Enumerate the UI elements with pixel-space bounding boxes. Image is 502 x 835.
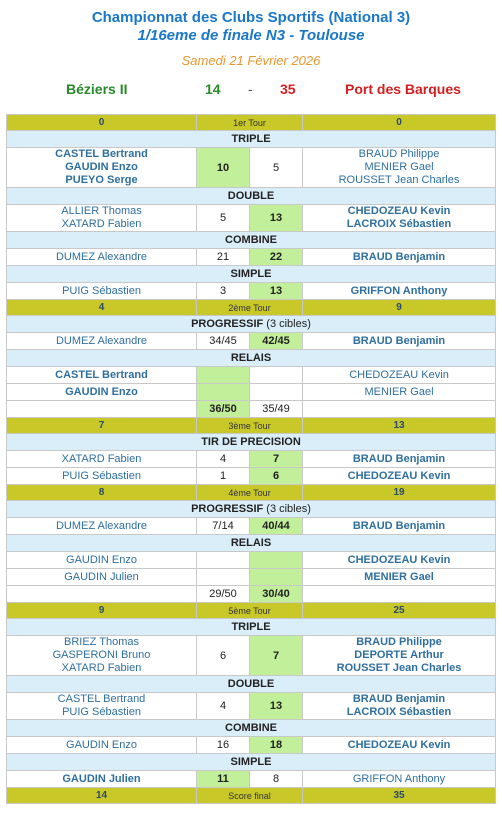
championship-title: Championnat des Clubs Sportifs (National 3): [91, 9, 411, 26]
match-row: [7, 518, 496, 535]
team-player-cell: [303, 586, 496, 603]
away-team: Port des Barques: [345, 81, 461, 97]
match-row: [7, 737, 496, 754]
event-detail: (3 cibles): [263, 318, 311, 330]
team-player-cell: [7, 771, 197, 788]
event-name: [7, 434, 496, 451]
player-name: CASTEL Bertrand: [55, 368, 148, 381]
player-name: LACROIX Sébastien: [346, 706, 452, 718]
home-score-cell: 1: [197, 468, 250, 485]
event-header-row: [7, 266, 496, 283]
score-separator: -: [248, 81, 253, 97]
event-label: COMBINE: [225, 722, 277, 734]
away-score-cell: 40/44: [250, 518, 303, 535]
home-score-cell: 4: [197, 693, 250, 720]
player-name: GASPERONI Bruno: [52, 649, 151, 661]
home-score-cell: 16: [197, 737, 250, 754]
event-name: [7, 754, 496, 771]
team-player-cell: [303, 249, 496, 266]
home-score-cell: 36/50: [197, 401, 250, 418]
team-player-cell: [7, 249, 197, 266]
event-header-row: [7, 501, 496, 518]
team-player-cell: [7, 205, 197, 232]
team-player-cell: [303, 283, 496, 300]
away-score-cell: 7: [250, 451, 303, 468]
event-header-row: [7, 232, 496, 249]
round-label: 3ème Tour: [197, 418, 303, 434]
match-row: [7, 249, 496, 266]
match-row: [7, 569, 496, 586]
team-player-cell: [303, 384, 496, 401]
team-player-cell: [7, 367, 197, 384]
away-score-cell: 30/40: [250, 586, 303, 603]
event-name: [7, 316, 496, 333]
player-name: GRIFFON Anthony: [352, 772, 446, 785]
match-row: [7, 205, 496, 232]
away-round-score: 35: [303, 788, 496, 804]
player-name: BRAUD Benjamin: [352, 519, 446, 532]
event-label: COMBINE: [225, 234, 277, 246]
player-name: CASTEL Bertrand: [57, 693, 146, 705]
team-player-cell: [7, 693, 197, 720]
match-row: [7, 586, 496, 603]
home-score-cell: 11: [197, 771, 250, 788]
team-player-cell: [303, 693, 496, 720]
event-label: RELAIS: [230, 352, 272, 364]
home-score-cell: 34/45: [197, 333, 250, 350]
event-header-row: [7, 188, 496, 205]
team-player-cell: [7, 552, 197, 569]
player-name: GAUDIN Enzo: [65, 161, 138, 173]
player-name: PUEYO Serge: [65, 174, 138, 186]
home-round-score: 8: [7, 485, 197, 501]
team-player-cell: [303, 737, 496, 754]
team-player-cell: [303, 518, 496, 535]
player-name: GAUDIN Enzo: [65, 385, 138, 398]
event-label: RELAIS: [230, 537, 272, 549]
player-name: GAUDIN Enzo: [66, 553, 137, 566]
round-label: 1er Tour: [197, 115, 303, 131]
event-label: SIMPLE: [230, 756, 272, 768]
event-name: [7, 266, 496, 283]
event-header-row: [7, 754, 496, 771]
home-round-score: 4: [7, 300, 197, 316]
player-name: GRIFFON Anthony: [350, 284, 448, 297]
player-name: BRAUD Philippe: [358, 148, 440, 160]
event-label: TRIPLE: [231, 621, 271, 633]
home-round-score: 7: [7, 418, 197, 434]
home-score-cell: 21: [197, 249, 250, 266]
round-score-row: [7, 418, 496, 434]
player-name: CHEDOZEAU Kevin: [347, 469, 451, 482]
player-name: ALLIER Thomas: [61, 205, 142, 217]
player-name: BRAUD Benjamin: [352, 452, 446, 465]
event-name: [7, 501, 496, 518]
team-player-cell: [7, 518, 197, 535]
event-label: TIR DE PRECISION: [201, 436, 301, 448]
event-header-row: [7, 131, 496, 148]
match-header: [0, 0, 502, 112]
event-detail: (3 cibles): [263, 503, 311, 515]
match-row: [7, 384, 496, 401]
event-header-row: [7, 434, 496, 451]
event-name: [7, 350, 496, 367]
home-score-cell: 10: [197, 148, 250, 188]
player-name: GAUDIN Enzo: [66, 738, 137, 751]
team-player-cell: [303, 205, 496, 232]
player-name: BRIEZ Thomas: [64, 636, 139, 648]
round-score-row: [7, 603, 496, 619]
results-body: [7, 115, 496, 804]
event-name: [7, 232, 496, 249]
player-name: CHEDOZEAU Kevin: [347, 553, 451, 566]
team-player-cell: [7, 384, 197, 401]
home-score-cell: 29/50: [197, 586, 250, 603]
round-label: 2ème Tour: [197, 300, 303, 316]
player-name: BRAUD Benjamin: [352, 334, 446, 347]
team-player-cell: [7, 737, 197, 754]
event-label: PROGRESSIF: [191, 318, 264, 330]
round-score-row: [7, 788, 496, 804]
results-table: [6, 114, 496, 804]
away-round-score: 25: [303, 603, 496, 619]
player-name: DUMEZ Alexandre: [55, 334, 148, 347]
player-name: MENIER Gael: [364, 385, 434, 398]
match-row: [7, 636, 496, 676]
home-score-cell: 6: [197, 636, 250, 676]
event-header-row: [7, 619, 496, 636]
player-name: PUIG Sébastien: [62, 469, 141, 482]
away-score-cell: [250, 552, 303, 569]
team-player-cell: [303, 468, 496, 485]
away-round-score: 9: [303, 300, 496, 316]
away-round-score: 13: [303, 418, 496, 434]
player-name: BRAUD Benjamin: [352, 250, 446, 263]
round-label: 5ème Tour: [197, 603, 303, 619]
player-name: BRAUD Philippe: [356, 636, 442, 648]
round-label: 4ème Tour: [197, 485, 303, 501]
home-score-cell: [197, 367, 250, 384]
away-score-cell: 35/49: [250, 401, 303, 418]
player-name: DUMEZ Alexandre: [55, 519, 148, 532]
team-player-cell: [303, 401, 496, 418]
player-name: PUIG Sébastien: [62, 706, 141, 718]
away-score-cell: 13: [250, 693, 303, 720]
team-player-cell: [7, 333, 197, 350]
home-score-cell: 5: [197, 205, 250, 232]
team-player-cell: [7, 636, 197, 676]
event-name: [7, 720, 496, 737]
round-score-row: [7, 300, 496, 316]
player-name: LACROIX Sébastien: [346, 218, 452, 230]
home-score-cell: [197, 384, 250, 401]
event-label: DOUBLE: [227, 678, 275, 690]
event-header-row: [7, 720, 496, 737]
player-name: GAUDIN Julien: [62, 772, 141, 785]
home-round-score: 0: [7, 115, 197, 131]
home-score-cell: 4: [197, 451, 250, 468]
event-header-row: [7, 316, 496, 333]
match-row: [7, 367, 496, 384]
player-name: PUIG Sébastien: [62, 284, 141, 297]
away-score-cell: 18: [250, 737, 303, 754]
home-score-cell: [197, 569, 250, 586]
player-name: XATARD Fabien: [61, 662, 142, 674]
player-name: CASTEL Bertrand: [55, 148, 148, 160]
player-name: ROUSSET Jean Charles: [336, 662, 462, 674]
away-score-cell: 13: [250, 283, 303, 300]
player-name: XATARD Fabien: [61, 452, 142, 465]
home-round-score: 9: [7, 603, 197, 619]
event-name: [7, 676, 496, 693]
event-name: [7, 131, 496, 148]
match-row: [7, 552, 496, 569]
home-score-cell: 7/14: [197, 518, 250, 535]
round-label: Score final: [197, 788, 303, 804]
match-row: [7, 451, 496, 468]
player-name: CHEDOZEAU Kevin: [347, 205, 451, 217]
player-name: MENIER Gael: [364, 161, 434, 173]
team-player-cell: [7, 468, 197, 485]
away-score-cell: 5: [250, 148, 303, 188]
away-score-cell: 22: [250, 249, 303, 266]
match-row: [7, 401, 496, 418]
team-player-cell: [7, 401, 197, 418]
event-label: DOUBLE: [227, 190, 275, 202]
event-header-row: [7, 535, 496, 552]
away-score-cell: [250, 384, 303, 401]
player-name: BRAUD Benjamin: [352, 693, 446, 705]
event-label: SIMPLE: [230, 268, 272, 280]
player-name: XATARD Fabien: [61, 218, 142, 230]
home-score-cell: [197, 552, 250, 569]
team-player-cell: [7, 148, 197, 188]
team-player-cell: [7, 451, 197, 468]
team-player-cell: [303, 771, 496, 788]
away-score-cell: 8: [250, 771, 303, 788]
player-name: CHEDOZEAU Kevin: [349, 368, 449, 381]
team-player-cell: [303, 636, 496, 676]
away-score-cell: 7: [250, 636, 303, 676]
away-score-cell: [250, 367, 303, 384]
player-name: CHEDOZEAU Kevin: [347, 738, 451, 751]
round-score-row: [7, 485, 496, 501]
away-round-score: 0: [303, 115, 496, 131]
player-name: DEPORTE Arthur: [354, 649, 444, 661]
away-score: 35: [280, 81, 296, 97]
home-score: 14: [205, 81, 221, 97]
match-row: [7, 283, 496, 300]
match-row: [7, 693, 496, 720]
team-player-cell: [303, 569, 496, 586]
home-score-cell: 3: [197, 283, 250, 300]
match-row: [7, 148, 496, 188]
away-round-score: 19: [303, 485, 496, 501]
team-player-cell: [7, 569, 197, 586]
player-name: MENIER Gael: [364, 570, 434, 583]
player-name: ROUSSET Jean Charles: [338, 174, 460, 186]
player-name: GAUDIN Julien: [64, 570, 139, 583]
team-player-cell: [303, 148, 496, 188]
home-round-score: 14: [7, 788, 197, 804]
event-name: [7, 535, 496, 552]
team-player-cell: [303, 333, 496, 350]
match-row: [7, 333, 496, 350]
match-row: [7, 468, 496, 485]
event-header-row: [7, 350, 496, 367]
event-label: PROGRESSIF: [191, 503, 264, 515]
team-player-cell: [7, 586, 197, 603]
match-date: Samedi 21 Février 2026: [181, 53, 321, 68]
event-name: [7, 619, 496, 636]
team-player-cell: [303, 451, 496, 468]
player-name: DUMEZ Alexandre: [55, 250, 148, 263]
event-label: TRIPLE: [231, 133, 271, 145]
away-score-cell: 6: [250, 468, 303, 485]
round-score-row: [7, 115, 496, 131]
team-player-cell: [7, 283, 197, 300]
event-header-row: [7, 676, 496, 693]
away-score-cell: 42/45: [250, 333, 303, 350]
match-row: [7, 771, 496, 788]
team-player-cell: [303, 552, 496, 569]
away-score-cell: [250, 569, 303, 586]
team-player-cell: [303, 367, 496, 384]
event-name: [7, 188, 496, 205]
round-title: 1/16eme de finale N3 - Toulouse: [137, 27, 365, 44]
home-team: Béziers II: [66, 81, 128, 97]
away-score-cell: 13: [250, 205, 303, 232]
